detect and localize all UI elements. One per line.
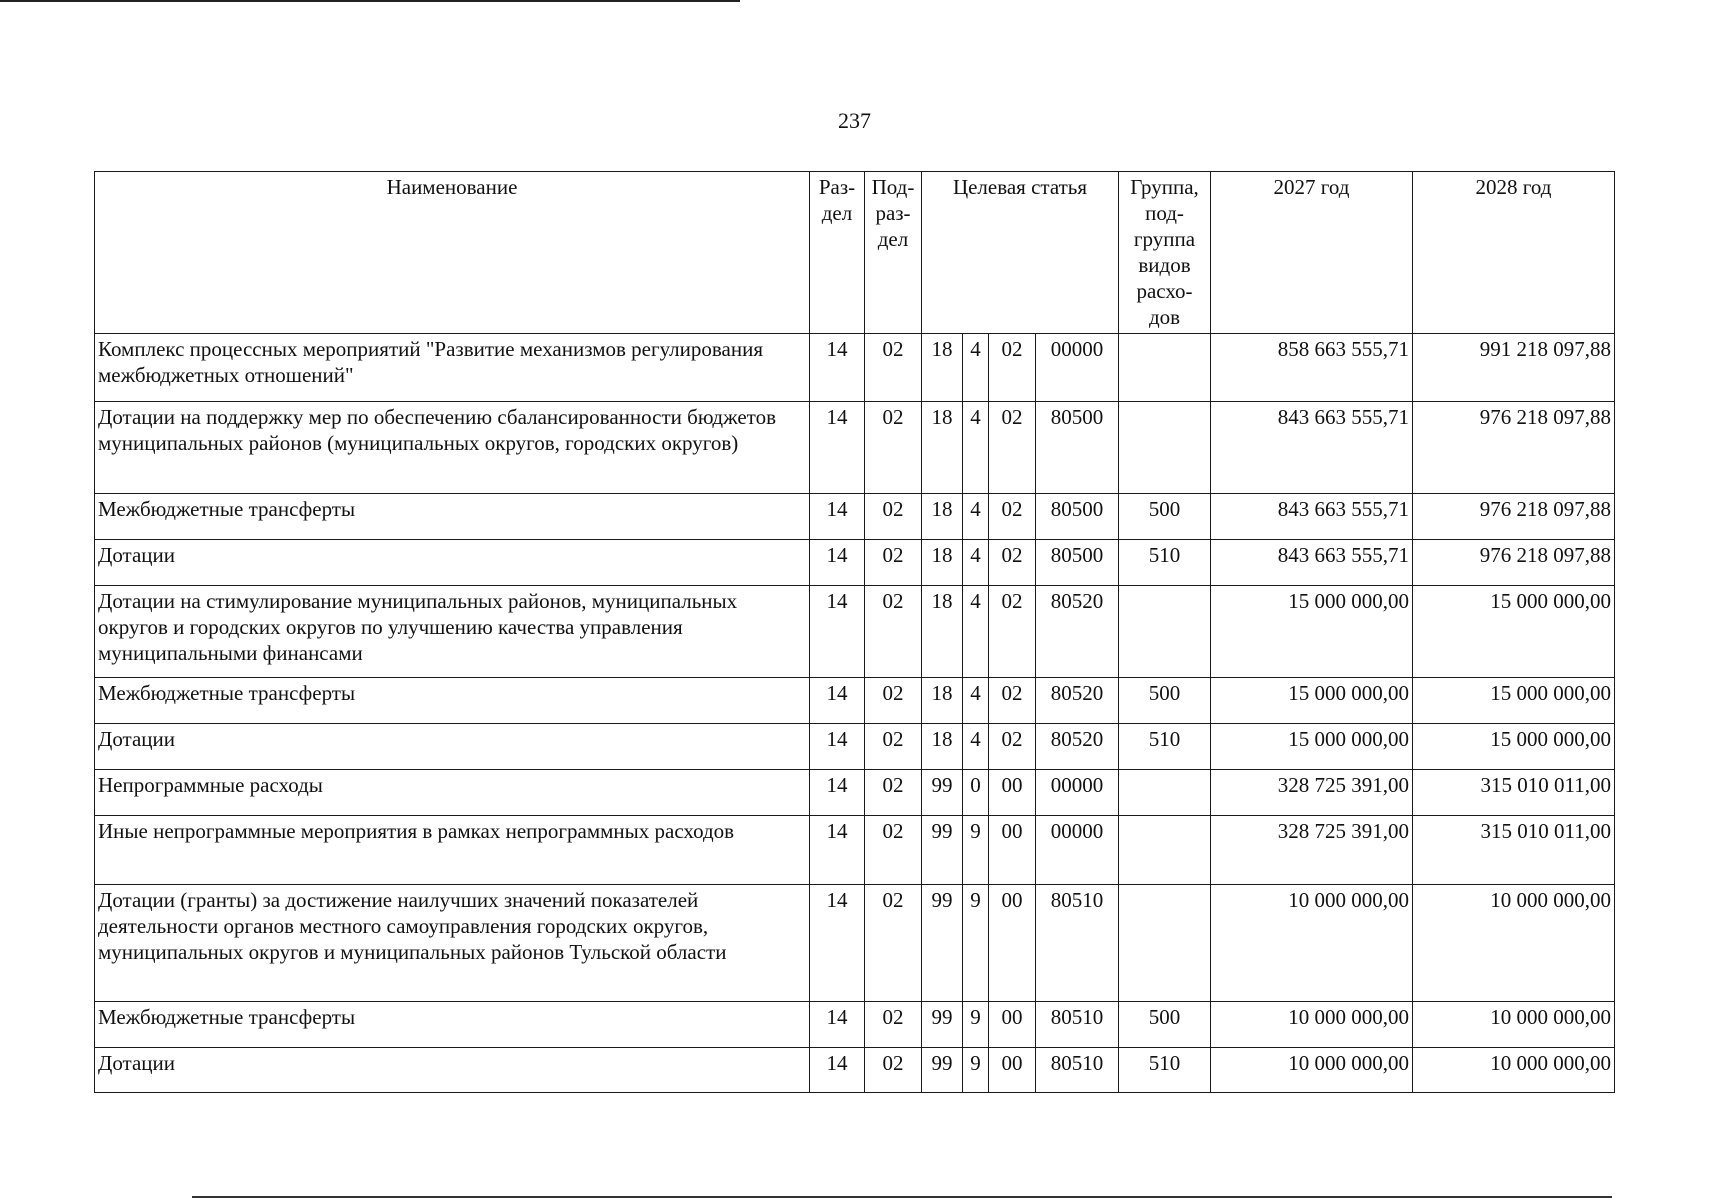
row-name-cell: Непрограммные расходы: [95, 770, 810, 816]
row-2028-cell: 15 000 000,00: [1413, 724, 1615, 770]
header-group: Группа, под- группа видов расхо- дов: [1119, 172, 1211, 334]
row-target-program-cell: 99: [922, 1002, 963, 1048]
row-target-type-cell: 4: [963, 334, 989, 402]
row-target-element-cell: 00: [989, 1048, 1036, 1093]
row-podrazdel-cell: 02: [865, 1002, 922, 1048]
row-target-direction-cell: 00000: [1036, 770, 1119, 816]
row-target-type-cell: 9: [963, 1002, 989, 1048]
row-group-cell: [1119, 586, 1211, 678]
row-target-type-cell: 4: [963, 724, 989, 770]
row-2028-cell: 10 000 000,00: [1413, 1002, 1615, 1048]
row-2028-cell: 991 218 097,88: [1413, 334, 1615, 402]
row-razdel-cell: 14: [810, 402, 865, 494]
row-podrazdel-cell: 02: [865, 678, 922, 724]
row-podrazdel-cell: 02: [865, 494, 922, 540]
row-target-element-cell: 02: [989, 724, 1036, 770]
row-target-program-cell: 18: [922, 334, 963, 402]
row-2027-cell: 843 663 555,71: [1211, 402, 1413, 494]
row-target-direction-cell: 80520: [1036, 678, 1119, 724]
row-group-cell: [1119, 816, 1211, 885]
table-body: [95, 334, 1615, 1093]
row-target-element-cell: 00: [989, 885, 1036, 1002]
row-name-cell: Дотации: [95, 1048, 810, 1093]
row-razdel-cell: 14: [810, 1048, 865, 1093]
row-group-cell: 510: [1119, 724, 1211, 770]
row-podrazdel-cell: 02: [865, 402, 922, 494]
row-2027-cell: 843 663 555,71: [1211, 540, 1413, 586]
row-razdel-cell: 14: [810, 885, 865, 1002]
row-target-type-cell: 4: [963, 678, 989, 724]
page-number: 237: [838, 108, 871, 133]
row-2028-cell: 315 010 011,00: [1413, 770, 1615, 816]
table-row: [95, 816, 1615, 885]
row-2027-cell: 843 663 555,71: [1211, 494, 1413, 540]
table-row: [95, 402, 1615, 494]
row-2027-cell: 10 000 000,00: [1211, 885, 1413, 1002]
table-row: [95, 724, 1615, 770]
row-2027-cell: 858 663 555,71: [1211, 334, 1413, 402]
row-target-program-cell: 99: [922, 816, 963, 885]
row-group-cell: [1119, 402, 1211, 494]
row-razdel-cell: 14: [810, 678, 865, 724]
row-name-cell: Дотации: [95, 724, 810, 770]
row-target-element-cell: 00: [989, 1002, 1036, 1048]
row-target-element-cell: 00: [989, 816, 1036, 885]
row-2028-cell: 976 218 097,88: [1413, 540, 1615, 586]
row-target-program-cell: 99: [922, 770, 963, 816]
row-2028-cell: 976 218 097,88: [1413, 402, 1615, 494]
row-2028-cell: 976 218 097,88: [1413, 494, 1615, 540]
row-podrazdel-cell: 02: [865, 586, 922, 678]
row-razdel-cell: 14: [810, 586, 865, 678]
row-razdel-cell: 14: [810, 540, 865, 586]
row-target-type-cell: 4: [963, 586, 989, 678]
row-2027-cell: 15 000 000,00: [1211, 586, 1413, 678]
row-2028-cell: 10 000 000,00: [1413, 885, 1615, 1002]
row-target-program-cell: 99: [922, 1048, 963, 1093]
row-name-cell: Дотации на стимулирование муниципальных районов, муниципальных округов и городских округов по улучшению качества управления муниципальными финансами: [95, 586, 810, 678]
table-row: [95, 586, 1615, 678]
table-row: [95, 494, 1615, 540]
row-target-direction-cell: 80520: [1036, 724, 1119, 770]
row-2028-cell: 10 000 000,00: [1413, 1048, 1615, 1093]
row-target-direction-cell: 80510: [1036, 885, 1119, 1002]
row-target-element-cell: 02: [989, 402, 1036, 494]
row-podrazdel-cell: 02: [865, 1048, 922, 1093]
row-2028-cell: 315 010 011,00: [1413, 816, 1615, 885]
table-row: [95, 1002, 1615, 1048]
row-group-cell: 500: [1119, 494, 1211, 540]
row-group-cell: 500: [1119, 678, 1211, 724]
row-target-direction-cell: 80500: [1036, 494, 1119, 540]
row-target-program-cell: 18: [922, 494, 963, 540]
row-2027-cell: 10 000 000,00: [1211, 1048, 1413, 1093]
row-podrazdel-cell: 02: [865, 334, 922, 402]
row-podrazdel-cell: 02: [865, 724, 922, 770]
row-razdel-cell: 14: [810, 816, 865, 885]
row-group-cell: [1119, 885, 1211, 1002]
row-target-type-cell: 4: [963, 402, 989, 494]
header-row: [95, 172, 1615, 334]
row-name-cell: Дотации (гранты) за достижение наилучших значений показателей деятельности органов местного самоуправления городских округов, муниципальных округов и муниципальных районов Тульской области: [95, 885, 810, 1002]
row-target-program-cell: 18: [922, 586, 963, 678]
row-target-direction-cell: 80510: [1036, 1002, 1119, 1048]
row-name-cell: Межбюджетные трансферты: [95, 678, 810, 724]
row-target-type-cell: 0: [963, 770, 989, 816]
row-target-type-cell: 9: [963, 1048, 989, 1093]
row-razdel-cell: 14: [810, 334, 865, 402]
row-podrazdel-cell: 02: [865, 540, 922, 586]
row-target-program-cell: 18: [922, 724, 963, 770]
row-group-cell: 510: [1119, 1048, 1211, 1093]
row-2028-cell: 15 000 000,00: [1413, 678, 1615, 724]
row-name-cell: Дотации на поддержку мер по обеспечению сбалансированности бюджетов муниципальных районов (муниципальных округов, городских округов): [95, 402, 810, 494]
row-razdel-cell: 14: [810, 770, 865, 816]
bottom-scan-line: [192, 1196, 1612, 1198]
row-target-direction-cell: 00000: [1036, 816, 1119, 885]
table-row: [95, 678, 1615, 724]
table-row: [95, 540, 1615, 586]
row-name-cell: Комплекс процессных мероприятий "Развитие механизмов регулирования межбюджетных отношений": [95, 334, 810, 402]
row-target-program-cell: 18: [922, 402, 963, 494]
row-target-program-cell: 99: [922, 885, 963, 1002]
row-2027-cell: 15 000 000,00: [1211, 678, 1413, 724]
row-target-element-cell: 02: [989, 586, 1036, 678]
row-target-element-cell: 00: [989, 770, 1036, 816]
top-scan-line: [0, 0, 740, 2]
row-target-direction-cell: 80500: [1036, 540, 1119, 586]
header-2028: 2028 год: [1413, 172, 1615, 334]
row-target-direction-cell: 00000: [1036, 334, 1119, 402]
row-target-direction-cell: 80520: [1036, 586, 1119, 678]
row-target-type-cell: 9: [963, 816, 989, 885]
row-razdel-cell: 14: [810, 1002, 865, 1048]
row-2027-cell: 10 000 000,00: [1211, 1002, 1413, 1048]
row-name-cell: Межбюджетные трансферты: [95, 494, 810, 540]
header-name: Наименование: [95, 172, 810, 334]
header-target-article: Целевая статья: [922, 172, 1119, 334]
row-target-direction-cell: 80500: [1036, 402, 1119, 494]
row-target-direction-cell: 80510: [1036, 1048, 1119, 1093]
row-target-type-cell: 9: [963, 885, 989, 1002]
row-2028-cell: 15 000 000,00: [1413, 586, 1615, 678]
row-podrazdel-cell: 02: [865, 770, 922, 816]
row-group-cell: [1119, 334, 1211, 402]
table-row: [95, 885, 1615, 1002]
row-target-program-cell: 18: [922, 678, 963, 724]
row-group-cell: 500: [1119, 1002, 1211, 1048]
row-name-cell: Межбюджетные трансферты: [95, 1002, 810, 1048]
budget-table: [94, 171, 1615, 1093]
row-podrazdel-cell: 02: [865, 816, 922, 885]
row-2027-cell: 15 000 000,00: [1211, 724, 1413, 770]
row-2027-cell: 328 725 391,00: [1211, 816, 1413, 885]
header-razdel: Раз- дел: [810, 172, 865, 334]
header-2027: 2027 год: [1211, 172, 1413, 334]
row-razdel-cell: 14: [810, 724, 865, 770]
row-2027-cell: 328 725 391,00: [1211, 770, 1413, 816]
row-podrazdel-cell: 02: [865, 885, 922, 1002]
table-row: [95, 770, 1615, 816]
row-razdel-cell: 14: [810, 494, 865, 540]
row-group-cell: [1119, 770, 1211, 816]
table-row: [95, 1048, 1615, 1093]
row-target-type-cell: 4: [963, 494, 989, 540]
row-target-element-cell: 02: [989, 678, 1036, 724]
table-row: [95, 334, 1615, 402]
header-podrazdel: Под- раз- дел: [865, 172, 922, 334]
row-name-cell: Иные непрограммные мероприятия в рамках непрограммных расходов: [95, 816, 810, 885]
row-target-element-cell: 02: [989, 540, 1036, 586]
row-target-element-cell: 02: [989, 334, 1036, 402]
row-group-cell: 510: [1119, 540, 1211, 586]
row-target-element-cell: 02: [989, 494, 1036, 540]
row-name-cell: Дотации: [95, 540, 810, 586]
row-target-type-cell: 4: [963, 540, 989, 586]
row-target-program-cell: 18: [922, 540, 963, 586]
